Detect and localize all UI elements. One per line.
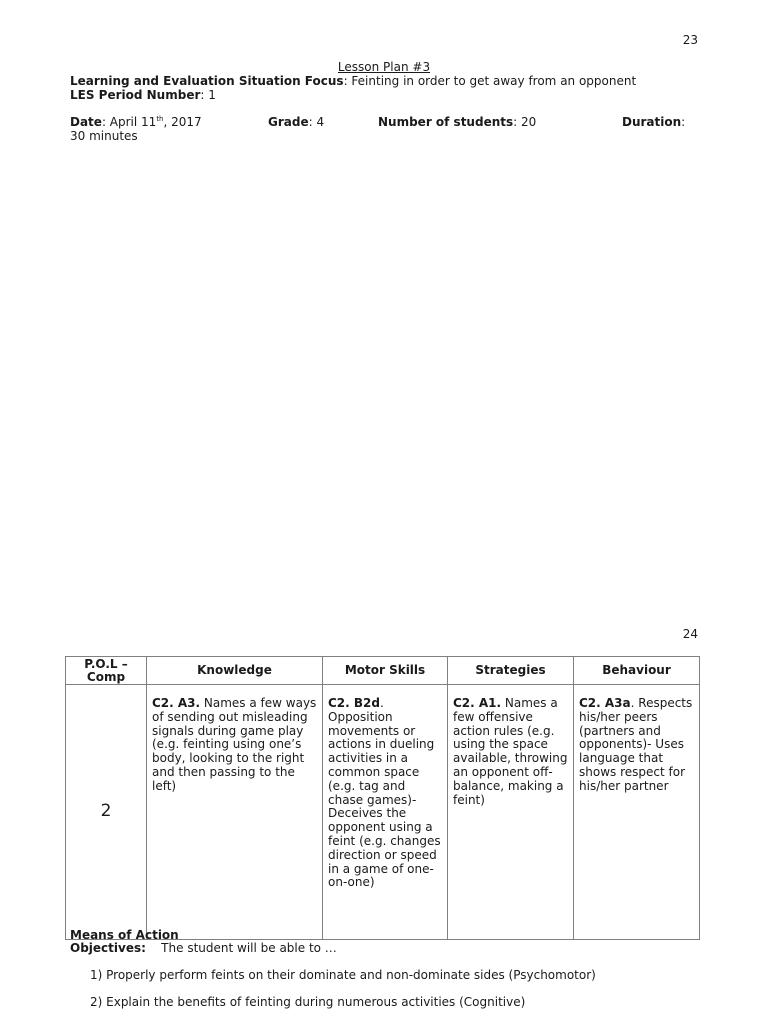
comp-cell: 2 xyxy=(66,685,147,940)
header-knowledge: Knowledge xyxy=(147,657,323,685)
page-number: 24 xyxy=(682,627,698,641)
objectives-intro: The student will be able to … xyxy=(145,941,337,955)
grade-value: : 4 xyxy=(308,115,325,129)
header-pol-comp: P.O.L – Comp xyxy=(66,657,147,685)
date-value-pre: : April 11 xyxy=(101,115,157,129)
knowledge-text: Names a few ways of sending out misleading signals during game play (e.g. feinting using one’s body, looking to the right and then passing to the left) xyxy=(152,696,317,793)
les-period-value: : 1 xyxy=(200,88,216,102)
les-focus-line xyxy=(70,74,636,88)
students-value: : 20 xyxy=(513,115,537,129)
objectives-label: Objectives: xyxy=(70,941,146,955)
objective-item-2: 2) Explain the benefits of feinting during numerous activities (Cognitive) xyxy=(90,995,526,1009)
means-of-action-heading: Means of Action xyxy=(70,928,179,942)
lesson-plan-title: Lesson Plan #3 xyxy=(337,60,431,74)
strategies-code: C2. A1. xyxy=(453,696,502,710)
strategies-text: Names a few offensive action rules (e.g. using the space available, throwing an opponent off-balance, making a feint) xyxy=(453,696,568,807)
pol-competency-table xyxy=(65,656,700,940)
duration-label: Duration xyxy=(622,115,682,129)
les-period-label: LES Period Number xyxy=(70,88,201,102)
duration-value: 30 minutes xyxy=(70,129,138,143)
grade-field xyxy=(268,115,324,129)
page-number: 23 xyxy=(682,33,698,47)
strategies-cell xyxy=(448,685,574,940)
behaviour-code: C2. A3a xyxy=(579,696,631,710)
les-focus-label: Learning and Evaluation Situation Focus xyxy=(70,74,344,88)
objective-item-1: 1) Properly perform feints on their dominate and non-dominate sides (Psychomotor) xyxy=(90,968,596,982)
students-field xyxy=(378,115,536,129)
header-motor-skills: Motor Skills xyxy=(323,657,448,685)
les-focus-value: : Feinting in order to get away from an opponent xyxy=(343,74,637,88)
les-period-line xyxy=(70,88,216,102)
table-row xyxy=(66,685,700,940)
table-header-row xyxy=(66,657,700,685)
grade-label: Grade xyxy=(268,115,309,129)
knowledge-code: C2. A3. xyxy=(152,696,201,710)
duration-colon: : xyxy=(681,115,686,129)
students-label: Number of students xyxy=(378,115,514,129)
objectives-line xyxy=(70,941,337,955)
motor-text: . Opposition movements or actions in dueling activities in a common space (e.g. tag and chase games)- Deceives the opponent using a feint (e.g. changes direction or speed in a game of one-on-one) xyxy=(328,696,441,890)
header-strategies: Strategies xyxy=(448,657,574,685)
motor-skills-cell xyxy=(323,685,448,940)
date-value-sup: th xyxy=(156,115,164,123)
date-label: Date xyxy=(70,115,102,129)
date-field xyxy=(70,115,202,129)
header-behaviour: Behaviour xyxy=(574,657,700,685)
knowledge-cell xyxy=(147,685,323,940)
behaviour-text: . Respects his/her peers (partners and opponents)- Uses language that shows respect for his/her partner xyxy=(579,696,693,793)
date-value-post: , 2017 xyxy=(163,115,202,129)
duration-field xyxy=(622,115,685,129)
behaviour-cell xyxy=(574,685,700,940)
motor-code: C2. B2d xyxy=(328,696,380,710)
